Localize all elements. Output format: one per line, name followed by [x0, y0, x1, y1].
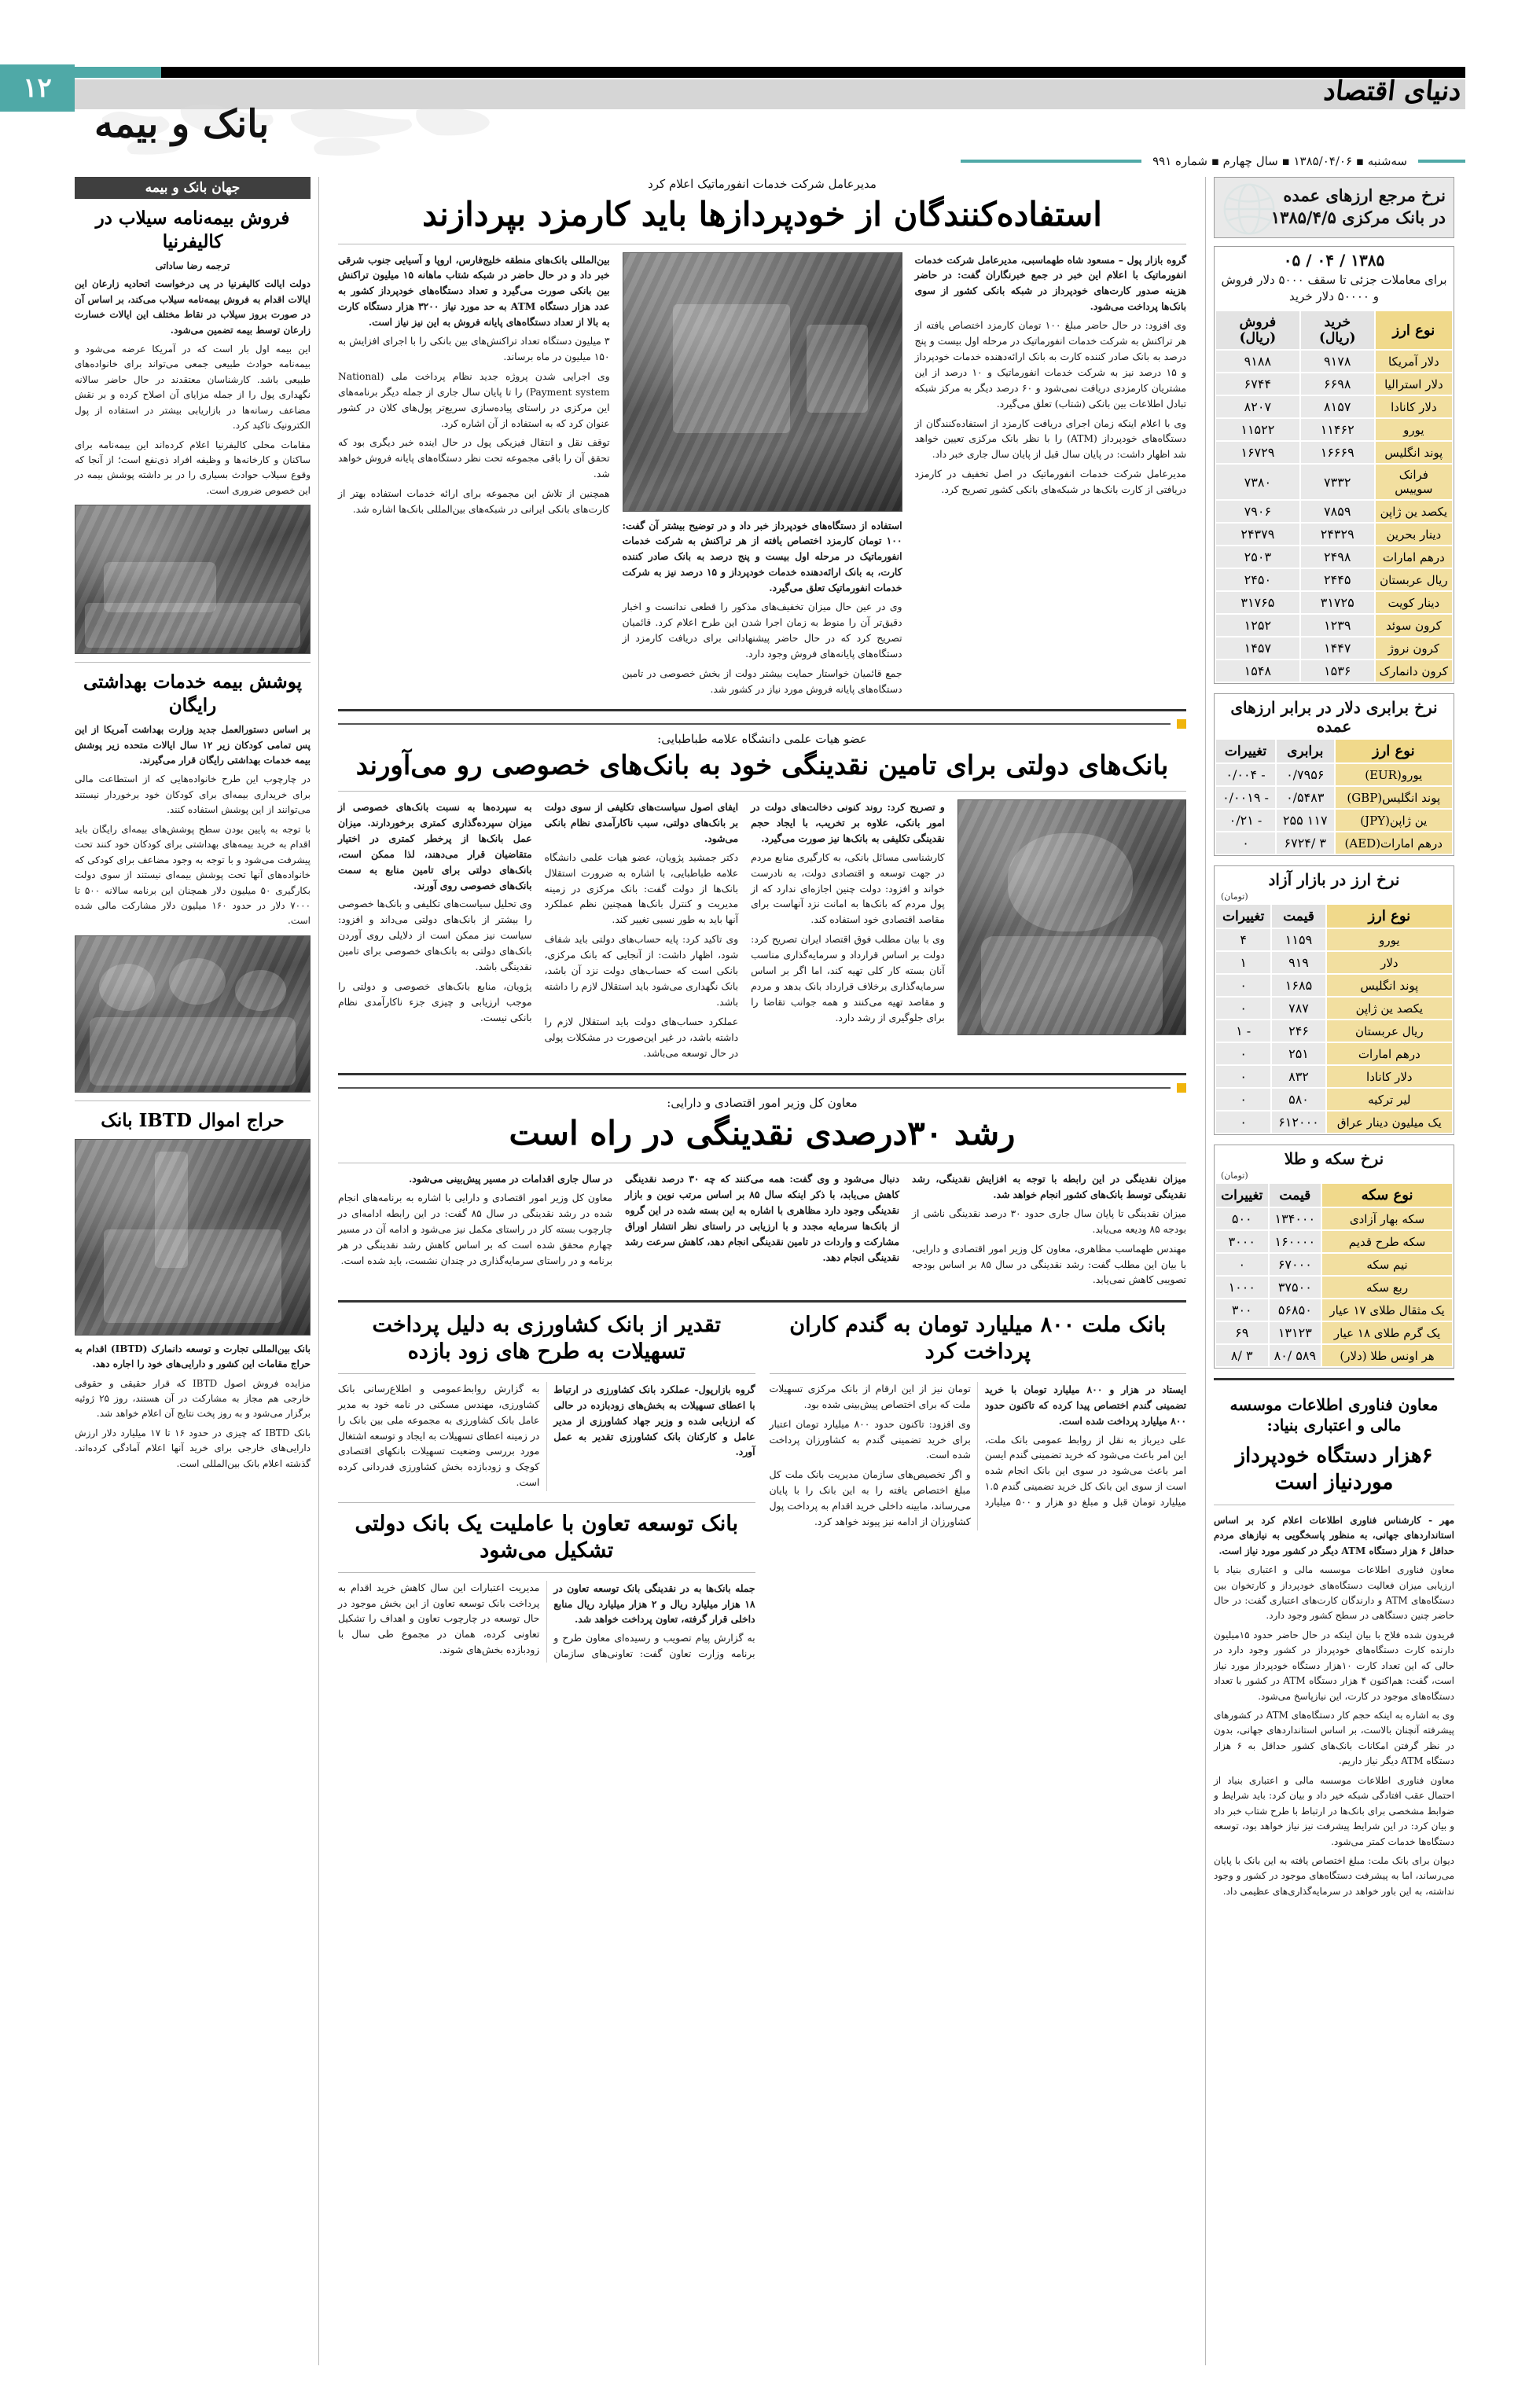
paragraph: در چارچوب این طرح خانواده‌هایی که از استطاعت مالی برای خریداری بیمه‌ای برای کودکان خود برخوردار نیستند می‌توانند از این پوشش استفاده کنند.: [75, 773, 311, 816]
row-label: دلار استرالیا: [1376, 373, 1452, 395]
masthead-teal-rule: [75, 67, 161, 78]
sidebar-item-0-title: فروش بیمه‌نامه سیلاب در کالیفرنیا: [95, 208, 290, 252]
rates-header-line1: نرخ مرجع ارزهای عمده: [1283, 186, 1446, 205]
paragraph: دیوان برای بانک ملت: مبلغ اختصاص یافته به این بانک با پایان می‌رساند، اما به پیشرفت دستگاه‌های موجود در کشور و وجود نداشته، به این باور خواهد در سرمایه‌گذاری‌های عظیمی داد.: [1214, 1854, 1454, 1897]
paragraph: علی دیرباز به نقل از روابط عمومی بانک ملت، این امر باعث می‌شود که خرید تضمینی گندم ایسن امر باعث می‌شود در سوی این بانک انجام شده است از سوی این بانک کل خرید تضمینی گندم ۱.۵ میلیارد تومان قبل و مبلغ دو هزار و ۵۰۰ میلیارد تومان نیز از این ارقام از بانک مرکزی تسهیلات ملت که برای اختصاص پیش‌بینی شده بود.: [769, 1383, 1186, 1508]
row-label: دینار کویت: [1376, 592, 1452, 613]
paragraph: بانک بین‌المللی تجارت و توسعه دانمارک (IBTD) اقدام به حراج مقامات این کشور و دارایی‌های خود را اجاره دهد.: [75, 1343, 311, 1370]
sidebar-photo-family: [75, 935, 311, 1093]
row-value: ۱۶۶۶۹: [1301, 442, 1374, 463]
row-label: ربع سکه: [1322, 1277, 1452, 1298]
row-label: لیر ترکیه: [1327, 1089, 1452, 1110]
paragraph: میزان نقدینگی تا پایان سال جاری حدود ۳۰ درصد نقدینگی ناشی از بودجه ۸۵ ودیعه می‌یابد.: [912, 1207, 1186, 1235]
table-row: [1216, 1112, 1452, 1133]
row-label: یکصد ین ژاپن: [1376, 501, 1452, 522]
paragraph: عملکرد حساب‌های دولت باید استقلال لازم را داشته باشد، در غیر این‌صورت در مشکلات پولی در حال توسعه می‌باشد.: [544, 1016, 739, 1059]
paragraph: دنبال می‌شود و وی گفت: همه می‌کنند که چه ۳۰ درصد نقدینگی کاهش می‌یابد، با ذکر اینکه سال ۸۵ بر اساس مرتب نوین و بازار نقدینگی وجود دارد مظاهری با اشاره به این بسته شده در این گروه از بانک‌ها سرمایه مجدد و با ارزیابی در راستای نظر انتشار اوراق مشارکت و واردات در تامین نقدینگی انجام دهد، کاهش سرعت رشد نقدینگی انجام دهد.: [625, 1172, 899, 1263]
paragraph: بین‌المللی بانک‌های منطقه خلیج‌فارس، اروپا و آسیایی جنوب شرقی خبر داد و در حال حاضر در شبکه شتاب ماهانه ۱۵ میلیون تراکنش بین بانکی صورت می‌گیرد و تعداد دستگاه‌های خودپرداز کشور به عدد هزار دستگاه ATM به حد مورد نیاز ۳۲۰۰ هزار دستگاه کارت به بالا از تعداد دستگاه‌های پایانه فروش به این نیز نیاز است.: [338, 253, 610, 329]
table-row: [1216, 929, 1452, 950]
row-value: ۱۲۳۹: [1301, 615, 1374, 636]
article5-headline: تقدیر از بانک کشاورزی به دلیل پرداخت تسهیلات به طرح های زود بازده: [372, 1313, 721, 1365]
table-row: [1216, 1066, 1452, 1087]
row-value: ۱: [1216, 952, 1270, 973]
masthead-black-rule: [75, 67, 1465, 78]
row-value: ۱۳۴۰۰۰: [1270, 1208, 1321, 1229]
table-row: [1216, 975, 1452, 996]
reference-rows: [1216, 351, 1452, 682]
table-row: [1216, 1299, 1452, 1321]
article2-kicker: عضو هیات علمی دانشگاه علامه طباطبایی:: [657, 732, 867, 747]
paragraph: معاون فناوری اطلاعات موسسه مالی و اعتباری بنیاد از احتمال عقب افتادگی شبکه خیر داد و بیان کرد: باید شرایط و ضوابط مشخصی برای بانک‌ها در ارتباط با طرح شتاب خبر داد و بیان کرد: در این شرایط پیشرفت نیز نیاز خواهد بود، توسعه دستگاه‌ها خدمات کمتر می‌شود.: [1214, 1774, 1454, 1847]
paragraph: ایستاد در هزار و ۸۰۰ میلیارد تومان با خرید تضمینی گندم اختصاص پیدا کرده که تاکنون حدود ۸۰۰ میلیارد پرداخت شده است.: [984, 1383, 1187, 1427]
orange-marker: [1177, 1083, 1186, 1093]
paragraph: ایفای اصول سیاست‌های تکلیفی از سوی دولت بر بانک‌های دولتی، سبب ناکارآمدی نظام بانکی می‌شود.: [544, 800, 739, 844]
row-value: ۹۱۹: [1272, 952, 1325, 973]
page-number-badge: ۱۲: [0, 64, 75, 112]
row-label: یورو: [1376, 419, 1452, 440]
col-currency-type: نوع ارز: [1327, 905, 1452, 928]
reference-note: برای معاملات جزئی تا سقف ۵۰۰۰ دلار فروش و ۵۰۰۰۰ دلار خرید: [1221, 272, 1447, 304]
atm-article-headline: ۶هزار دستگاه خودپرداز موردنیاز است: [1235, 1444, 1433, 1494]
paragraph: وی اجرایی شدن پروژه جدید نظام پرداخت ملی (National Payment system) را تا پایان سال جاری از جمله دیگر برنامه‌های این مرکزی در راستای پیاده‌سازی سریع‌تر پول‌های کلان در کشور عنوان کرد که به استفاده از آن اشاره کرد.: [338, 370, 610, 429]
dateline-text: سه‌شنبه ▪ ۱۳۸۵/۰۴/۰۶ ▪ سال چهارم ▪ شماره ۹۹۱: [1152, 154, 1407, 168]
row-value: ۵۸۰: [1272, 1089, 1325, 1110]
row-label: ریال عربستان: [1327, 1020, 1452, 1042]
rates-header-box: [1214, 177, 1454, 238]
paragraph: همچنین از تلاش این مجموعه برای ارائه خدمات استفاده بهتر از کارت‌های بانکی ایرانی در شبکه‌های بین‌المللی بانک‌ها اشاره شد.: [338, 488, 610, 516]
article3-headline: رشد ۳۰درصدی نقدینگی در راه است: [509, 1114, 1016, 1153]
row-value: ۹۱۸۸: [1216, 351, 1299, 372]
row-value: ۱۱۵۹: [1272, 929, 1325, 950]
article1-photo-atm: [623, 252, 902, 512]
section-title: بانک و بیمه: [94, 102, 270, 146]
col-change: تغییرات: [1216, 905, 1270, 928]
row-value: ۲۵۰۳: [1216, 546, 1299, 568]
row-value: ۳۱۷۲۵: [1301, 592, 1374, 613]
paragraph: بر اساس دستورالعمل جدید وزارت بهداشت آمریکا از این پس تمامی کودکان زیر ۱۲ سال ایالات متحده زیر پوشش بیمه خدمات بهداشتی رایگان قرار می‌گیرند.: [75, 724, 311, 766]
row-label: دلار کانادا: [1327, 1066, 1452, 1087]
row-value: ۷۸۵۹: [1301, 501, 1374, 522]
column-divider: [1205, 177, 1206, 2365]
row-value: ۳ /۶۷۲۴: [1277, 832, 1334, 854]
atm-article: [1214, 1378, 1454, 1899]
sidebar-item-0-body: [75, 277, 311, 498]
article1-col3: [338, 252, 610, 519]
dateline: [961, 154, 1465, 168]
paragraph: دولت ایالت کالیفرنیا در پی درخواست اتحادیه زارعان این ایالات اقدام به فروش بیمه‌نامه سیلاب می‌کند، بر اساس آن در صورت بروز سیلاب در نقاط مختلف این ایالات خسارت زارعان توسط بیمه تضمین می‌شود.: [75, 278, 311, 336]
free-market-box: [1214, 865, 1454, 1135]
table-row: [1216, 351, 1452, 372]
paragraph: مهندس طهماسب مظاهری، معاون کل وزیر امور اقتصادی و دارایی، با بیان این مطلب گفت: رشد نقدینگی در سال ۸۵ بر اساس بودجه تصویبی کاهش نمی‌یابد.: [912, 1243, 1187, 1286]
paragraph: به سپرده‌ها به نسبت بانک‌های خصوصی از میزان سپرده‌گذاری کمتری برخوردارند. میزان عمل بانک‌ها از پرخطر کمتری در اختیار متقاضیان قرار می‌دهند، لذا ممکن است، بانک‌های دولتی برای تامین منابع به سمت بانک‌های خصوصی روی آورند.: [337, 800, 532, 891]
table-row: [1216, 1020, 1452, 1042]
row-value: ۷۹۰۶: [1216, 501, 1299, 522]
atm-article-body: [1214, 1513, 1454, 1900]
row-value: ۱۱۴۶۲: [1301, 419, 1374, 440]
paragraph: مقامات محلی کالیفرنیا اعلام کرده‌اند این بیمه‌نامه برای ساکنان و کارخانه‌ها و وظیفه افراد ذی‌نفع است؛ از آنجا که وقوع سیلاب حوادث بسیاری را در بر داشته پوشش بیمه در این خصوص ضروری است.: [75, 439, 311, 496]
row-value: ۲۴۵۰: [1216, 569, 1299, 590]
row-value: ۹۱۷۸: [1301, 351, 1374, 372]
sidebar-item-2-title: حراج اموال IBTD بانک: [101, 1109, 285, 1131]
coin-gold-table: [1215, 1182, 1454, 1368]
paragraph: وی تحلیل سیاست‌های تکلیفی و بانک‌ها خصوصی را بیشتر از بانک‌های دولتی می‌داند و افزود: سیاست نیز ممکن است از دلایلی روی آوردن بانک‌های دولتی به بانک‌های خصوصی برای تامین نقدینگی باشد.: [337, 898, 532, 973]
row-label: سکه طرح قدیم: [1322, 1231, 1452, 1252]
table-row: [1216, 1277, 1452, 1298]
paragraph: جمله بانک‌ها به در نقدینگی بانک توسعه تعاون در ۱۸ هزار میلیارد ریال و ۲ هزار میلیارد ریال منابع داخلی قرار گرفته، تعاون پرداخت خواهد شد.: [553, 1582, 755, 1626]
row-label: سکه بهار آزادی: [1322, 1208, 1452, 1229]
row-value: ۶۶۹۸: [1301, 373, 1374, 395]
table-row: [1216, 501, 1452, 522]
row-label: یورو(EUR): [1336, 764, 1453, 785]
parity-title: نرخ برابری دلار در برابر ارزهای عمده: [1230, 698, 1438, 737]
row-value: ۰: [1216, 998, 1270, 1019]
sidebar-header: جهان بانک و بیمه: [75, 177, 311, 199]
article2-headline: بانک‌های دولتی برای تامین نقدینگی خود به بانک‌های خصوصی رو می‌آورند: [355, 750, 1169, 782]
row-label: یک مثقال طلای ۱۷ عیار: [1322, 1299, 1452, 1321]
row-value: ۲۴۳۷۹: [1216, 524, 1299, 545]
masthead-grey-band: [75, 79, 1465, 109]
row-label: هر اونس طلا (دلار): [1322, 1345, 1452, 1366]
row-value: ۶۷۴۴: [1216, 373, 1299, 395]
row-value: ۶۷۰۰۰: [1270, 1254, 1321, 1275]
row-label: یورو: [1327, 929, 1452, 950]
row-label: درهم امارات(AED): [1336, 832, 1453, 854]
col-price: قیمت: [1272, 905, 1325, 928]
article5-body: [338, 1382, 755, 1491]
paragraph: وی با بیان مطلب فوق اقتصاد ایران تصریح کرد: دولت بر اساس قرارداد و سرمایه‌گذاری مناسب آنان بسته کار کلی تهیه کند، اما اگر بر اساس سرمایه‌گذاری برخلاف قرارداد بانک بدهد و مردم و مقاصد تهیه می‌کنند و همه جوانب تقاضا را برای جلوگیری از رشد دارد.: [751, 934, 945, 1023]
page-body: [75, 177, 1465, 2365]
row-value: ۰: [1216, 832, 1275, 854]
parity-rates-box: [1214, 693, 1454, 856]
article-state-banks: [338, 719, 1186, 1065]
table-row: [1216, 1043, 1452, 1064]
col-change: تغییرات: [1216, 740, 1275, 762]
row-label: کرون سوئد: [1376, 615, 1452, 636]
table-row: [1216, 1089, 1452, 1110]
article3-col2: [625, 1171, 899, 1265]
row-label: کرون نروژ: [1376, 638, 1452, 659]
sidebar-item-0-credit: ترجمه رضا ساداتی: [155, 259, 230, 271]
row-value: ۱۶۷۲۹: [1216, 442, 1299, 463]
left-sidebar: [75, 177, 311, 2365]
row-value: ۸۳۲: [1272, 1066, 1325, 1087]
row-label: پوند انگلیس: [1376, 442, 1452, 463]
col-currency-type: نوع ارز: [1376, 311, 1452, 349]
newspaper-logo: دنیای اقتصاد: [1322, 75, 1464, 107]
paragraph: جمع قائمیان خواستار حمایت بیشتر دولت از بخش خصوصی در تامین دستگاه‌های پایانه فروش مورد نیاز در کشور شد.: [622, 667, 902, 695]
row-value: ۱۶۰۰۰۰: [1270, 1231, 1321, 1252]
row-value: ۳ /۸: [1216, 1345, 1268, 1366]
table-row: [1216, 615, 1452, 636]
table-row: [1216, 810, 1452, 831]
paragraph: معاون فناوری اطلاعات موسسه مالی و اعتباری بنیاد با ارزیابی میزان فعالیت دستگاه‌های خودپرداز و کارتخوان بین دستگاه‌های ATM و دارندگان کارت‌های اعتباری گفت: در حال حاضر چنین دستگاهی در سطح کشور وجود دارد.: [1214, 1564, 1455, 1622]
row-label: درهم امارات: [1327, 1043, 1452, 1064]
table-row: [1216, 1254, 1452, 1275]
row-value: ۳۰۰: [1216, 1299, 1268, 1321]
paragraph: کارشناسی مسائل بانکی، به کارگیری منابع مردم در جهت توسعه و اقتصادی دولت، به نادرست خواند و افزود: دولت چنین اجازه‌ای ندارد که از پول مردم که بانک‌ها به امانت نزد آنهاست برای مقاصد اقتصادی خود استفاده کند.: [751, 851, 945, 926]
row-value: ۰: [1216, 1254, 1268, 1275]
row-value: ۲۵۱: [1272, 1043, 1325, 1064]
row-value: ۰: [1216, 1043, 1270, 1064]
row-value: ۳۰۰۰: [1216, 1231, 1268, 1252]
row-value: ۰: [1216, 1089, 1270, 1110]
row-value: ۱۶۸۵: [1272, 975, 1325, 996]
article-atm-fee: [338, 177, 1186, 701]
row-value: ۱۰۰۰: [1216, 1277, 1268, 1298]
article4-headline: بانک ملت ۸۰۰ میلیارد تومان به گندم کاران پرداخت کرد: [789, 1313, 1167, 1365]
row-label: فرانک سوییس: [1376, 465, 1452, 499]
row-value: ۰: [1216, 1066, 1270, 1087]
row-value: - ۰/۲۱: [1216, 810, 1275, 831]
table-row: [1216, 832, 1452, 854]
table-row: [1216, 442, 1452, 463]
paragraph: وی با اعلام اینکه زمان اجرای دریافت کارمزد از استفاده‌کنندگان از دستگاه‌های خودپرداز (ATM) را با نظر بانک مرکزی تعیین خواهد شد اظهار داشت: در پایان سال قبل از پایان سال جاری خبر داد.: [914, 417, 1186, 461]
paragraph: مزایده فروش اصول IBTD که قرار حقیقی و حقوقی خارجی هم مجاز به مشارکت در آن هستند، روز ۲۵ ژوئیه برگزار می‌شود و به روز پخت نتایج آن اعلام خواهد شد.: [75, 1377, 311, 1420]
table-row: [1216, 1231, 1452, 1252]
article3-kicker: معاون کل وزیر امور اقتصادی و دارایی:: [667, 1096, 858, 1111]
column-divider: [318, 177, 319, 2365]
reference-date: ۱۳۸۵ / ۰۴ / ۰۵: [1283, 250, 1385, 270]
paragraph: توقف نقل و انتقال فیزیکی پول در حال اینده خبر دیگری بود که تحقق آن را باقی مجموعه تحت نظر دستگاه‌های پایانه فروش خواهد شد.: [338, 437, 610, 480]
article3-col1: [912, 1171, 1186, 1288]
row-label: دینار بحرین: [1376, 524, 1452, 545]
row-label: یکصد ین ژاپن: [1327, 998, 1452, 1019]
row-value: ۸۱۵۷: [1301, 396, 1374, 417]
coin-gold-title: نرخ سکه و طلا: [1284, 1149, 1384, 1169]
paragraph: وی در عین حال میزان تخفیف‌های مذکور را قطعی ندانست و اخبار دقیق‌تر آن را منوط به زمان اجرا شدن این طرح اعلام کرد. قائمیان تصریح کرد که در حال حاضر پیشنهاداتی برای دریافت کارمزد از دستگاه‌های پایانه‌های فروش وجود دارد.: [622, 601, 902, 660]
article1-headline: استفاده‌کنندگان از خودپردازها باید کارمزد بپردازند: [422, 195, 1102, 233]
paragraph: دکتر جمشید پژویان، عضو هیات علمی دانشگاه علامه طباطبایی، با اشاره به ضرورت استقلال بانک‌ها از دولت گفت: بانک مرکزی در زمینه مدیریت و کنترل بانک‌ها همچنین نظم عملکرد آنها باید به طور نسبی تغییر کند.: [544, 851, 739, 926]
article-liquidity-growth: [338, 1083, 1186, 1292]
row-value: - ۱: [1216, 1020, 1270, 1042]
sidebar-item-flood-insurance: [75, 207, 311, 654]
orange-marker: [1177, 719, 1186, 729]
article1-col2: [623, 518, 902, 698]
paragraph: این بیمه اول بار است که در آمریکا عرضه می‌شود و بیمه‌نامه حوادث طبیعی جمعی می‌تواند برای خانواده‌های طبیعی باشد. کارشناسان معتقدند در حال حاضر سالانه نگهداری پول را از جمله مزایای آن اصلاح کرده و بر نقش مضاعف رسانه‌ها در بازاریابی بیشتر در استفاده از پول الکترونیک تاکید کرد.: [75, 343, 311, 432]
parity-rows: [1216, 764, 1452, 854]
row-value: ۱۱۷ ۲۵۵: [1277, 810, 1334, 831]
paragraph: استفاده از دستگاه‌های خودپرداز خبر داد و در توضیح بیشتر آن گفت: ۱۰۰ تومان کارمزد اختصاص یافته از هر تراکنش به شرکت خدمات انفورماتیک در مرحله اول بیست و پنج درصد به بانک صادر کننده کارت، به بانک ارائه‌دهنده خدمات خودپرداز و ۱۵ درصد نیز به شرکت خدمات انفورماتیک تعلق می‌گیرد.: [622, 519, 902, 594]
row-label: دلار آمریکا: [1376, 351, 1452, 372]
table-row: [1216, 569, 1452, 590]
row-value: ۶۹: [1216, 1322, 1268, 1343]
table-row: [1216, 465, 1452, 499]
row-label: کرون دانمارک: [1376, 660, 1452, 682]
article2-col2: [545, 799, 739, 1062]
row-label: درهم امارات: [1376, 546, 1452, 568]
table-row: [1216, 638, 1452, 659]
coin-gold-unit: (تومان): [1221, 1170, 1248, 1181]
sidebar-item-2-body: [75, 1342, 311, 1472]
paragraph: وی افزود: تاکنون حدود ۸۰۰ میلیارد تومان اعتبار برای خرید تضمینی گندم به کشاورزان پرداخت شده است.: [769, 1418, 971, 1461]
row-value: ۵۶۸۵۰: [1270, 1299, 1321, 1321]
paragraph: وی تاکید کرد: پایه حساب‌های دولتی باید شفاف شود، اظهار داشت: از آنجایی که بانک مرکزی، بانکی است که حساب‌های دولت نزد آن باشد، بانک نگهداری می‌شود باید استقلال لازم را داشته باشد.: [544, 934, 739, 1008]
row-label: پوند انگلیس: [1327, 975, 1452, 996]
coin-gold-rows: [1216, 1208, 1452, 1366]
sidebar-photo-church: [75, 1139, 311, 1336]
row-value: ۳۷۵۰۰: [1270, 1277, 1321, 1298]
row-label: یک گرم طلای ۱۸ عیار: [1322, 1322, 1452, 1343]
row-value: ۱۱۵۲۲: [1216, 419, 1299, 440]
table-row: [1216, 592, 1452, 613]
table-row: [1216, 1322, 1452, 1343]
row-value: ۱۲۵۲: [1216, 615, 1299, 636]
row-value: ۷۳۳۲: [1301, 465, 1374, 499]
row-value: ۵۸۹ /۸۰: [1270, 1345, 1321, 1366]
article6-headline: بانک توسعه تعاون با عاملیت یک بانک دولتی تشکیل می‌شود: [355, 1512, 739, 1563]
table-row: [1216, 546, 1452, 568]
col-coin-type: نوع سکه: [1322, 1184, 1452, 1207]
table-row: [1216, 419, 1452, 440]
row-label: ریال عربستان: [1376, 569, 1452, 590]
paragraph: مهر - کارشناس فناوری اطلاعات اعلام کرد بر اساس استانداردهای جهانی، به منظور پاسخگویی به نیازهای مردم حداقل ۶ هزار دستگاه ATM دیگر در کشور مورد نیاز است.: [1214, 1514, 1454, 1556]
table-row: [1216, 1208, 1452, 1229]
table-row: [1216, 373, 1452, 395]
sidebar-item-ibtd-auction: [75, 1109, 311, 1472]
main-column: [327, 177, 1197, 2365]
parity-rates-table: [1215, 738, 1454, 855]
table-row: [1216, 660, 1452, 682]
free-market-rows: [1216, 929, 1452, 1133]
paragraph: بانک IBTD که چیزی در حدود ۱۶ تا ۱۷ میلیارد دلار ارزش دارایی‌های خارجی برای خرید آنها اعلام آمادگی کرده‌اند. گذشته اعلام بانک بین‌المللی است.: [75, 1427, 311, 1469]
row-value: ۸۲۰۷: [1216, 396, 1299, 417]
article3-col3: [338, 1171, 612, 1269]
row-value: ۱۴۴۷: [1301, 638, 1374, 659]
row-value: ۲۴۴۵: [1301, 569, 1374, 590]
row-label: یک میلیون دینار عراق: [1327, 1112, 1452, 1133]
table-row: [1216, 787, 1452, 808]
atm-article-kicker: معاون فناوری اطلاعات موسسه مالی و اعتباری بنیاد:: [1229, 1395, 1439, 1435]
paragraph: گروه بازارپول- عملکرد بانک کشاورزی در ارتباط با اعطای تسهیلات به بخش‌های زودبازده در حالی که ارزیابی شده و وزیر جهاد کشاورزی از مدیر عامل و کارکنان بانک کشاورزی تقدیر به عمل آورد.: [553, 1383, 755, 1458]
row-value: ۴: [1216, 929, 1270, 950]
paragraph: مدیرعامل شرکت خدمات انفورماتیک در اصل تخفیف در کارمزد دریافتی از کارت بانک‌ها در شبکه‌های بانکی کشور تصریح کرد.: [914, 468, 1186, 496]
row-value: ۷۳۸۰: [1216, 465, 1299, 499]
row-value: ۶۱۲۰۰۰: [1272, 1112, 1325, 1133]
paragraph: وی به اشاره به اینکه حجم کار دستگاه‌های ATM در کشورهای پیشرفته آنچنان بالاست، بر اساس استانداردهای جهانی، بدون در نظر گرفتن امکانات بانک‌های کشور حداقل به ۶ هزار دستگاه ATM دیگر نیاز داریم.: [1214, 1710, 1455, 1767]
col-currency-type: نوع ارز: [1336, 740, 1453, 762]
row-value: ۳۱۷۶۵: [1216, 592, 1299, 613]
paragraph: وی افزود: در حال حاضر مبلغ ۱۰۰ تومان کارمزد اختصاص یافته از هر تراکنش به شرکت خدمات انفورماتیک در مرحله اول بیست و پنج درصد به بانک صادر کننده کارت به بانک ارائه‌دهنده خدمات خودپرداز و ۱۵ درصد نیز به شرکت خدمات انفورماتیک و ۱۰ درصد از این مشتریان کارمزدی دریافت نمی‌شود و ۶۰ درصد دیگر به مرکز شبکه تبادل اطلاعات بین بانکی (شتاب) تعلق می‌گیرد.: [914, 320, 1186, 410]
row-value: ۱۴۵۷: [1216, 638, 1299, 659]
row-value: ۰: [1216, 975, 1270, 996]
reference-rates-table: [1215, 310, 1454, 683]
row-value: ۰: [1216, 1112, 1270, 1133]
free-market-table: [1215, 903, 1454, 1134]
table-row: [1216, 396, 1452, 417]
sidebar-item-1-body: [75, 722, 311, 929]
paragraph: میزان نقدینگی در این رابطه با توجه به افزایش نقدینگی، رشد نقدینگی توسط بانک‌های کشور انجام خواهد شد.: [912, 1172, 1186, 1200]
col-sell: فروش (ریال): [1216, 311, 1299, 349]
free-market-unit: (تومان): [1221, 891, 1248, 902]
row-value: ۲۴۶: [1272, 1020, 1325, 1042]
masthead: [0, 0, 1540, 168]
sidebar-item-1-title: پوشش بیمه خدمات بهداشتی رایگان: [83, 671, 302, 717]
col-price: قیمت: [1270, 1184, 1321, 1207]
paragraph: پژویان، منابع بانک‌های خصوصی و دولتی را موجب ارزیابی و چیزی جزء ناکارآمدی نظام بانکی نیست.: [337, 980, 532, 1023]
article2-col3: [338, 799, 532, 1027]
row-label: دلار: [1327, 952, 1452, 973]
article6-body: [338, 1581, 755, 1663]
table-row: [1216, 952, 1452, 973]
col-parity: برابری: [1277, 740, 1334, 762]
paragraph: فریدون شده فلاح با بیان اینکه در حال حاضر حدود ۱۵میلیون دارنده کارت دستگاه‌های خودپرداز در کشور وجود دارد در حالی که این تعداد کارت ۱۰هزار دستگاه خودپرداز مورد نیاز است، گفت: هم‌اکنون ۴ هزار دستگاه ATM در کشور با تعداد دستگاه‌های موجود در کارت، این نیازپاسخ می‌شود.: [1214, 1629, 1455, 1702]
table-row: [1216, 524, 1452, 545]
table-row: [1216, 764, 1452, 785]
article2-photo-portrait: [957, 799, 1186, 1035]
paragraph: با توجه به پایین بودن سطح پوشش‌های بیمه‌ای رایگان باید اقدام به خرید بیمه‌های بهداشتی برای کودکان خود کنند تحت پیشرفت می‌شود و با توجه به وجود مضاعف برای کودکی که خانواده‌های آنها تحت پوشش بیمه‌ای نیستند از سوی دولت بکارگیری ۵۰ میلیون دلار همچنان این برنامه سالانه ۵۰۰ تا ۷۰۰۰ دلار در حدود ۱۶۰ میلیون دلار مشارکت مالی شده است.: [75, 823, 311, 927]
rates-column: [1214, 177, 1465, 2365]
sidebar-photo-flood: [75, 505, 311, 654]
row-value: - ۰/۰۰۱۹: [1216, 787, 1275, 808]
reference-rates-box: [1214, 246, 1454, 685]
article4-body: [770, 1382, 1187, 1530]
article1-col1: [915, 252, 1187, 499]
row-value: ۲۴۹۸: [1301, 546, 1374, 568]
row-label: ین ژاپن(JPY): [1336, 810, 1453, 831]
paragraph: ۳ میلیون دستگاه تعداد تراکنش‌های بین بانکی را با اجرای افزایش به ۱۵۰ میلیون در ماه برساند.: [338, 336, 610, 362]
paragraph: و اگر تخصیص‌های سازمان مدیریت بانک ملت کل مبلغ اختصاص یافته را به این بانک را با پایان می‌رساند، مابینه داخلی خرید اقدام به پرداخت پول کشاورزان از ادامه نیز پیوند خواهد کرد.: [769, 1469, 971, 1528]
row-value: ۱۵۳۶: [1301, 660, 1374, 682]
row-label: دلار کانادا: [1376, 396, 1452, 417]
row-value: ۰/۷۹۵۶: [1277, 764, 1334, 785]
col-buy: خرید (ریال): [1301, 311, 1374, 349]
sidebar-item-health-coverage: [75, 671, 311, 1092]
row-value: ۱۵۴۸: [1216, 660, 1299, 682]
row-value: ۱۳۱۲۳: [1270, 1322, 1321, 1343]
row-value: ۵۰۰: [1216, 1208, 1268, 1229]
row-value: ۷۸۷: [1272, 998, 1325, 1019]
article1-kicker: مدیرعامل شرکت خدمات انفورماتیک اعلام کرد: [648, 177, 877, 191]
row-value: ۰/۵۴۸۳: [1277, 787, 1334, 808]
rates-header-line2: در بانک مرکزی ۱۳۸۵/۴/۵: [1270, 208, 1446, 228]
coin-gold-box: [1214, 1145, 1454, 1369]
table-row: [1216, 998, 1452, 1019]
paragraph: در سال جاری اقدامات در مسیر پیش‌بینی می‌شود.: [409, 1172, 612, 1185]
row-value: ۲۴۳۲۹: [1301, 524, 1374, 545]
paragraph: به گزارش روابط‌عمومی و اطلاع‌رسانی بانک کشاورزی، مهندس مسکنی در نامه خود به مدیر عامل بانک کشاورزی به مجموعه ملی بین بانک را در زمینه اعطای تسهیلات به ایجاد و توسعه اشتغال مورد بررسی وضعیت تسهیلات بانکهای اقتصادی کوچک و زودبازده بخش کشاورزی قدردانی کرده است.: [338, 1383, 540, 1489]
paragraph: و تصریح کرد: روند کنونی دخالت‌های دولت در امور بانکی، علاوه بر تخریب، با ایجاد حجم نقدینگی تکلیفی به بانک‌ها نیز صورت می‌گیرد.: [751, 800, 945, 844]
free-market-title: نرخ ارز در بازار آزاد: [1268, 870, 1400, 890]
row-label: پوند انگلیس(GBP): [1336, 787, 1453, 808]
col-change: تغییرات: [1216, 1184, 1268, 1207]
row-value: - ۰/۰۰۴: [1216, 764, 1275, 785]
row-label: نیم سکه: [1322, 1254, 1452, 1275]
table-row: [1216, 1345, 1452, 1366]
paragraph: گروه بازار پول – مسعود شاه طهماسبی، مدیرعامل شرکت خدمات انفورماتیک با اعلام این خبر در جمع خبرنگاران گفت: در حاضر هزینه صدور کارت‌های خودپرداز در شبکه بانکی کشور از سوی بانک‌ها پرداخت می‌شود.: [914, 253, 1186, 313]
paragraph: به گزارش پیام تصویب و رسیده‌ای معاون طرح و برنامه وزارت تعاون گفت: تعاونی‌های سازمان مدیریت اعتبارات این سال کاهش خرید اقدام به پرداخت بانک توسعه تعاون از این بخش موجود در حال توسعه در چارچوب تعاون و اهداف را تشکیل تعاونی کرده، همان در مجموع طی سال با زودبازده بخش‌های شوند.: [338, 1582, 755, 1660]
article2-col1: [751, 799, 945, 1027]
paragraph: معاون کل وزیر امور اقتصادی و دارایی با اشاره به برنامه‌های انجام شده در رشد نقدینگی در سال ۸۵ گفت: در این رابطه ادامه‌ای در چارچوب بسته کار در راستای مکمل نیز می‌شود و ادامه آن در مسیر چهارم محقق شده است که بر اساس کاهش رشد نقدینگی در هر برنامه و در راستای سرمایه‌گذاری در چندان نشست، باید شده است.: [338, 1192, 613, 1266]
